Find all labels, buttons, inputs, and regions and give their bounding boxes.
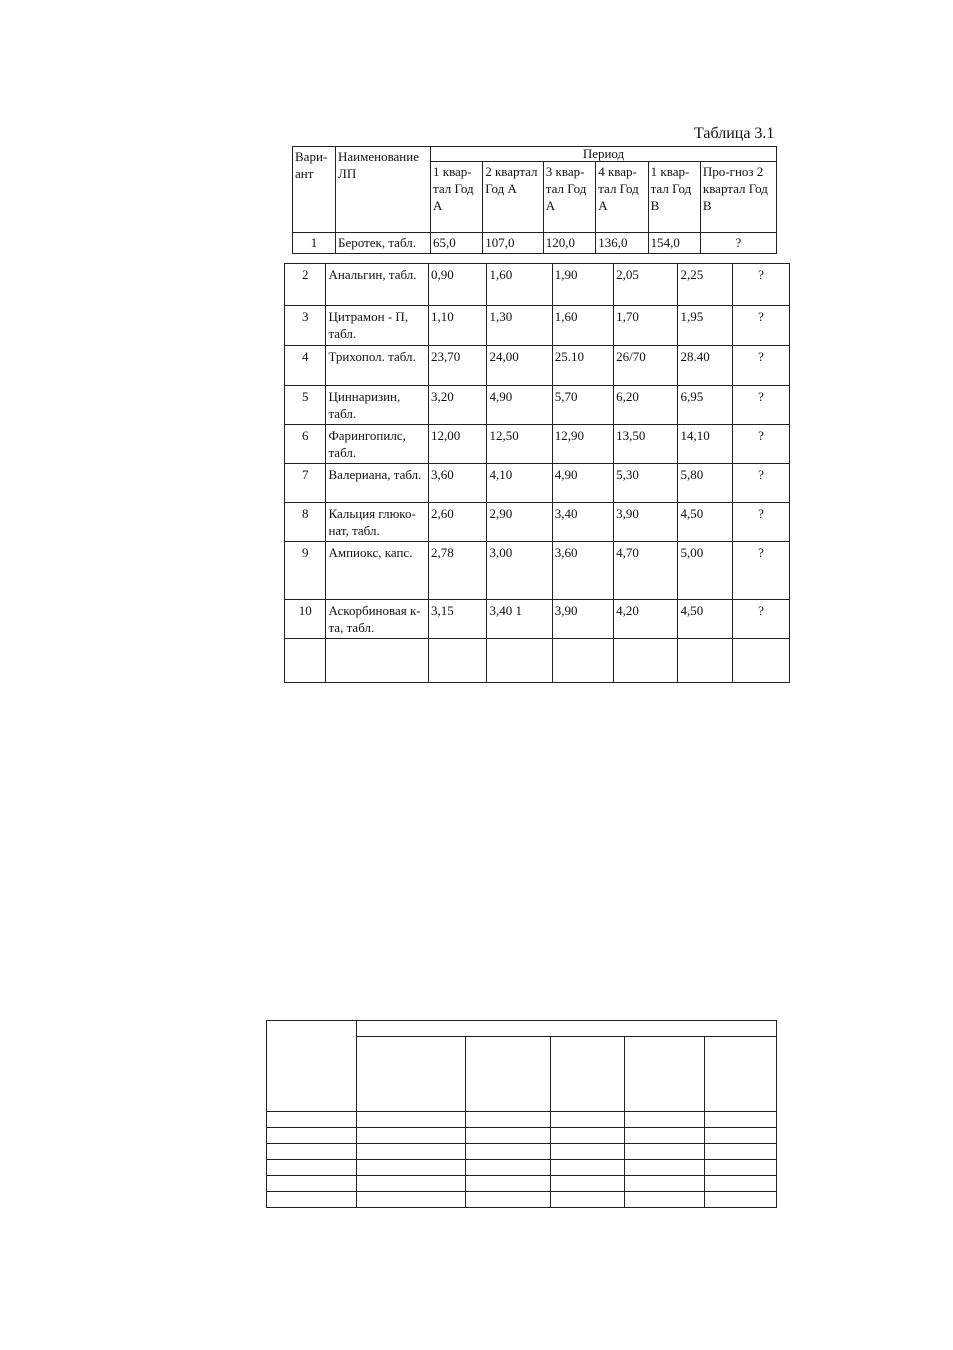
table-row [285,346,790,386]
row-num: 8 [285,503,326,542]
table-row [267,1112,777,1128]
row-name: Ампиокс, капс. [326,542,429,600]
row-v3: 12,90 [552,425,613,464]
table-row [285,425,790,464]
empty-cell [624,1037,704,1112]
header-q2-a: 2 квартал Год А [483,162,544,233]
row-v5 [678,639,733,683]
table-row [285,639,790,683]
row-v5: 4,50 [678,503,733,542]
row-name: Кальция глюко-нат, табл. [326,503,429,542]
row-v2: 4,10 [487,464,552,503]
row-v1: 3,15 [429,600,487,639]
row-v1: 3,60 [429,464,487,503]
row-v5: 1,95 [678,306,733,346]
row-v1: 2,78 [429,542,487,600]
table-caption: Таблица 3.1 [694,125,775,142]
row-num: 10 [285,600,326,639]
header-name: Наименование ЛП [336,147,431,233]
table-row [285,600,790,639]
row-v5: 2,25 [678,264,733,306]
row-name: Беротек, табл. [336,233,431,254]
row-num: 3 [285,306,326,346]
empty-cell [267,1021,357,1112]
row-v1: 1,10 [429,306,487,346]
row-forecast: ? [733,346,790,386]
row-v1: 3,20 [429,386,487,425]
row-v2: 4,90 [487,386,552,425]
row-num: 6 [285,425,326,464]
empty-cell [466,1037,550,1112]
row-v2: 3,40 1 [487,600,552,639]
row-name [326,639,429,683]
row-v1: 0,90 [429,264,487,306]
row-v1 [429,639,487,683]
row-v1: 12,00 [429,425,487,464]
table-row [267,1192,777,1208]
table-row [285,542,790,600]
row-v2: 2,90 [487,503,552,542]
row-num: 5 [285,386,326,425]
row-v4: 1,70 [614,306,678,346]
row-name: Анальгин, табл. [326,264,429,306]
row-num: 4 [285,346,326,386]
row-v3: 120,0 [543,233,595,254]
row-v4: 13,50 [614,425,678,464]
table-row [293,233,777,254]
header-q3-a: 3 квар-тал Год А [543,162,595,233]
row-forecast [733,639,790,683]
row-v2: 12,50 [487,425,552,464]
empty-cell [357,1021,777,1037]
row-v1: 23,70 [429,346,487,386]
row-v4: 6,20 [614,386,678,425]
data-table [284,263,790,683]
row-forecast: ? [733,306,790,346]
table-row [285,503,790,542]
row-name: Фарингопилс, табл. [326,425,429,464]
table-row [267,1176,777,1192]
table-row [285,386,790,425]
header-forecast: Про-гноз 2 квартал Год В [700,162,776,233]
empty-cell [357,1037,466,1112]
row-v4: 5,30 [614,464,678,503]
row-forecast: ? [733,600,790,639]
empty-cell [704,1037,776,1112]
row-v3: 1,60 [552,306,613,346]
row-v5: 6,95 [678,386,733,425]
table-row [267,1144,777,1160]
row-name: Циннаризин, табл. [326,386,429,425]
row-forecast: ? [733,425,790,464]
table-row [267,1160,777,1176]
row-v1: 2,60 [429,503,487,542]
row-v5: 14,10 [678,425,733,464]
table-row [285,264,790,306]
row-v3: 3,90 [552,600,613,639]
row-v5: 5,00 [678,542,733,600]
row-v4: 3,90 [614,503,678,542]
row-num: 2 [285,264,326,306]
table-row [267,1128,777,1144]
header-table [292,146,777,254]
row-v4 [614,639,678,683]
row-v3: 3,60 [552,542,613,600]
row-v3: 1,90 [552,264,613,306]
header-q4-a: 4 квар-тал Год А [596,162,648,233]
row-num [285,639,326,683]
row-name: Трихопол. табл. [326,346,429,386]
row-v3: 4,90 [552,464,613,503]
row-v3: 3,40 [552,503,613,542]
row-v4: 4,20 [614,600,678,639]
row-forecast: ? [733,264,790,306]
row-v2: 1,30 [487,306,552,346]
header-q1-b: 1 квар-тал Год В [648,162,700,233]
row-v4: 26/70 [614,346,678,386]
table-row [285,464,790,503]
row-forecast: ? [733,503,790,542]
row-v1: 65,0 [431,233,483,254]
row-forecast: ? [733,542,790,600]
row-num: 7 [285,464,326,503]
row-v3: 5,70 [552,386,613,425]
row-num: 1 [293,233,336,254]
empty-cell [550,1037,624,1112]
row-name: Аскорбиновая к-та, табл. [326,600,429,639]
row-v3: 25.10 [552,346,613,386]
row-v4: 4,70 [614,542,678,600]
header-q1-a: 1 квар-тал Год А [431,162,483,233]
row-v5: 154,0 [648,233,700,254]
row-v3 [552,639,613,683]
header-variant: Вари-ант [293,147,336,233]
header-period: Период [431,147,777,162]
row-forecast: ? [733,386,790,425]
row-v4: 2,05 [614,264,678,306]
row-v2: 3,00 [487,542,552,600]
row-v5: 28.40 [678,346,733,386]
row-name: Валериана, табл. [326,464,429,503]
row-v4: 136,0 [596,233,648,254]
row-v2 [487,639,552,683]
row-v2: 107,0 [483,233,544,254]
row-v2: 24,00 [487,346,552,386]
row-v5: 5,80 [678,464,733,503]
row-name: Цитрамон - П, табл. [326,306,429,346]
table-row [285,306,790,346]
row-v5: 4,50 [678,600,733,639]
empty-template-table [266,1020,777,1208]
row-num: 9 [285,542,326,600]
row-v2: 1,60 [487,264,552,306]
row-forecast: ? [700,233,776,254]
row-forecast: ? [733,464,790,503]
